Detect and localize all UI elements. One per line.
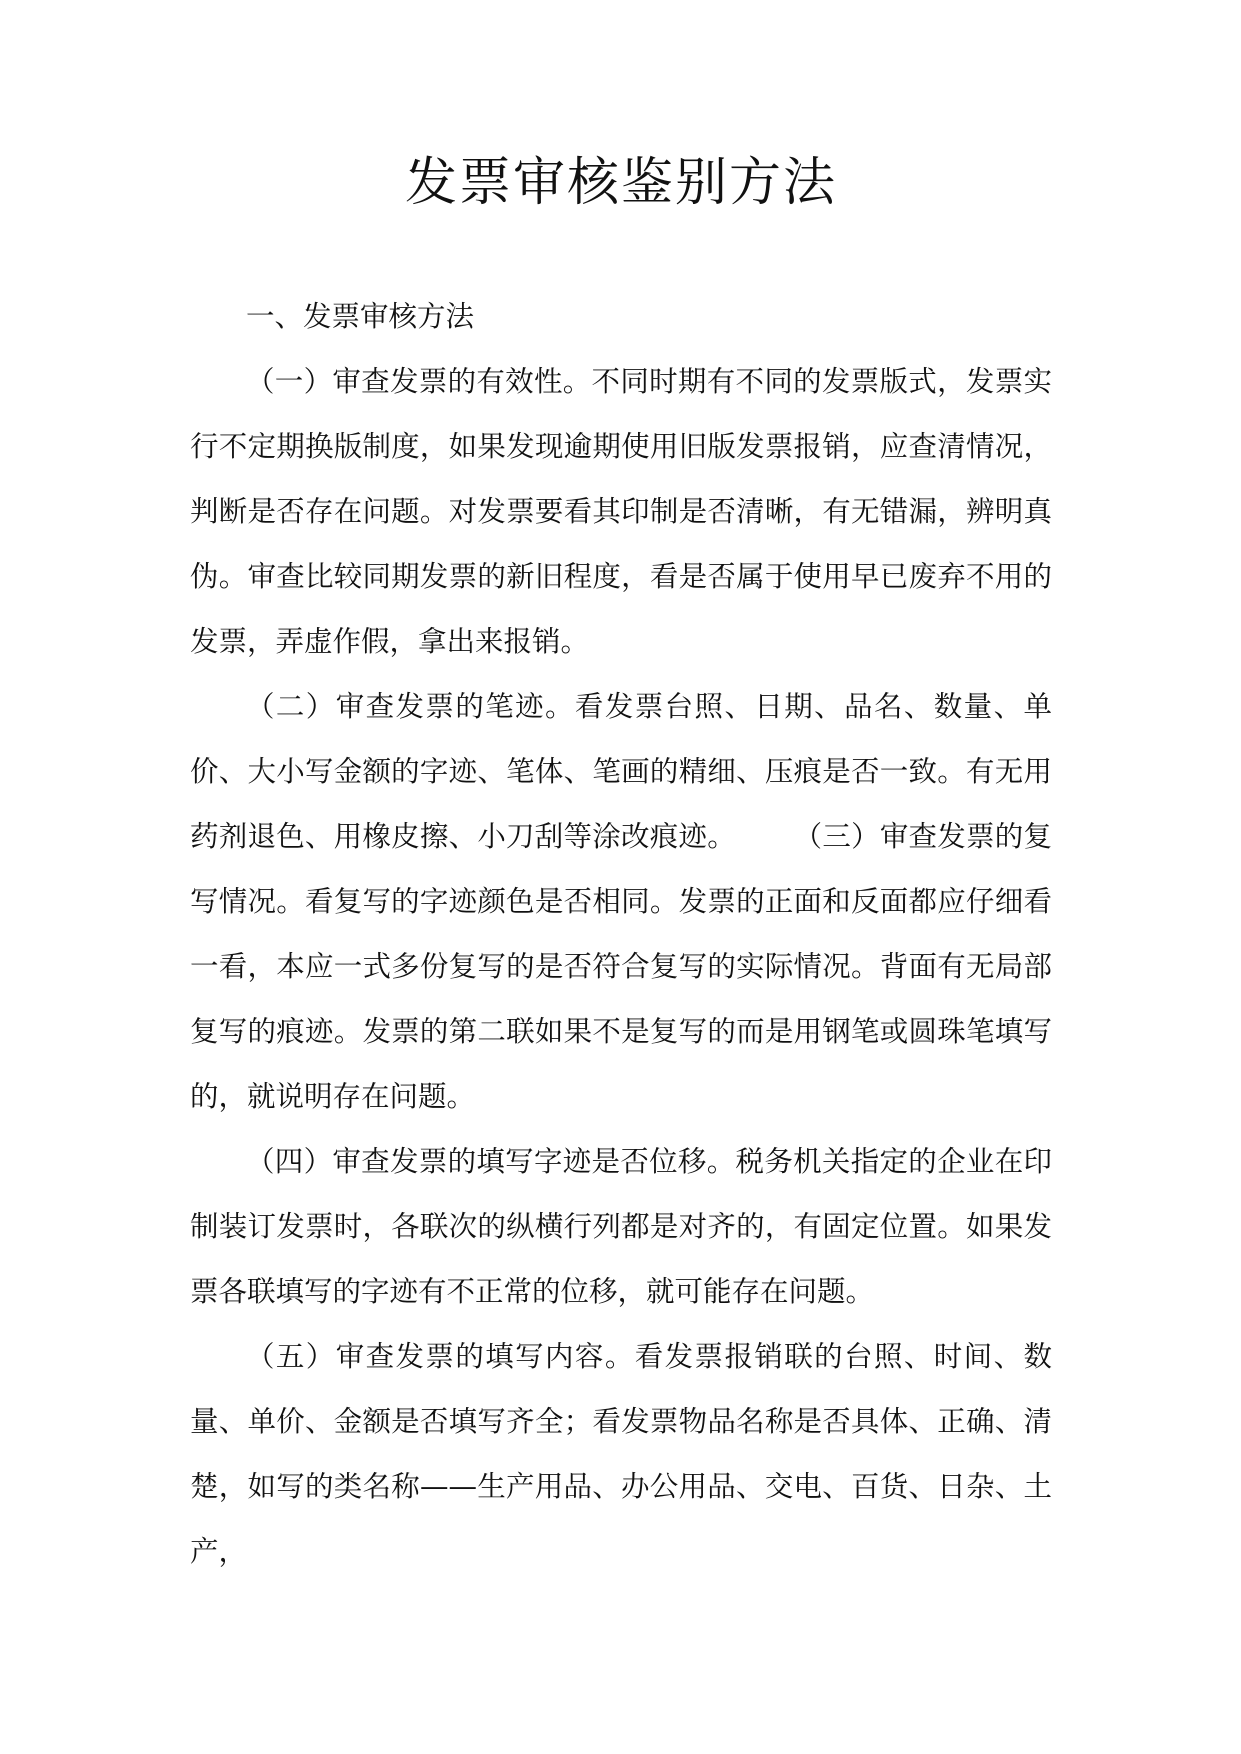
paragraph-position: （四）审查发票的填写字迹是否位移。税务机关指定的企业在印制装订发票时，各联次的纵横行列都是对齐的，有固定位置。如果发票各联填写的字迹有不正常的位移，就可能存在问题。 <box>190 1145 1052 1308</box>
section-heading: 一、发票审核方法 <box>246 300 475 333</box>
paragraph-validity: （一）审查发票的有效性。不同时期有不同的发票版式，发票实行不定期换版制度，如果发现逾期使用旧版发票报销，应查清情况，判断是否存在问题。对发票要看其印制是否清晰，有无错漏，辨明真伪。审查比较同期发票的新旧程度，看是否属于使用早已废弃不用的发票，弄虚作假，拿出来报销。 <box>190 365 1052 658</box>
document-body <box>190 285 1052 1584</box>
document-page <box>190 0 1052 1754</box>
document-title: 发票审核鉴别方法 <box>404 153 837 213</box>
paragraph-content: （五）审查发票的填写内容。看发票报销联的台照、时间、数量、单价、金额是否填写齐全；看发票物品名称是否具体、正确、清楚，如写的类名称——生产用品、办公用品、交电、百货、日杂、土产， <box>190 1340 1052 1568</box>
paragraph-handwriting: （二）审查发票的笔迹。看发票台照、日期、品名、数量、单价、大小写金额的字迹、笔体、笔画的精细、压痕是否一致。有无用药剂退色、用橡皮擦、小刀刮等涂改痕迹。 （三）审查发票的复写情况。看复写的字迹颜色是否相同。发票的正面和反面都应仔细看一看，本应一式多份复写的是否符合复写的实际情况。背面有无局部复写的痕迹。发票的第二联如果不是复写的而是用钢笔或圆珠笔填写的，就说明存在问题。 <box>190 690 1052 1113</box>
